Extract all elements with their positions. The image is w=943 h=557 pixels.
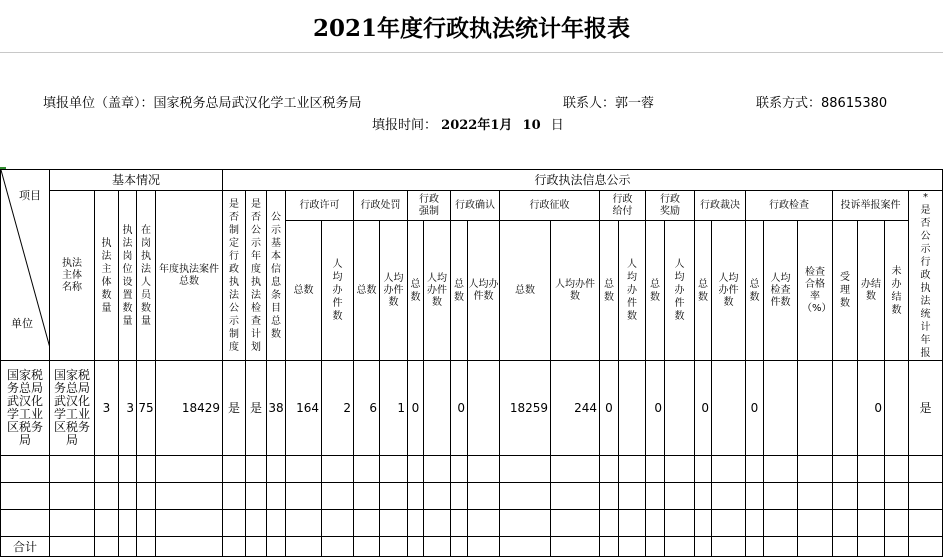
fill-date-label: 填报时间： [372,118,438,133]
row-licensing-total: 164 [286,361,322,456]
row-unit-name: 国家税务总局武汉化学工业区税务局 [1,361,50,456]
header-complaint-unclosed: 未办结数 [885,221,909,361]
header-staff-count: 在岗执法人员数量 [137,191,156,361]
header-penalty-total: 总数 [354,221,380,361]
header-plan: 是否公示年度执法检查计划 [246,191,267,361]
header-inspection-avg: 人均检查件数 [764,221,798,361]
header-complaint-accepted: 受理数 [833,221,858,361]
fill-date-year: 2022年1月 [441,118,513,133]
header-inspection: 行政检查 [746,191,833,221]
header-subject-name: 执法主体名称 [50,191,95,361]
header-confirm-avg: 人均办件数 [468,221,500,361]
row-staff-count: 75 [137,361,156,456]
row-reward-avg [665,361,695,456]
row-payment-avg [619,361,646,456]
empty-row [1,456,943,483]
header-publicity: 行政执法信息公示 [223,170,943,191]
row-levy-avg: 244 [551,361,600,456]
row-system: 是 [223,361,246,456]
row-payment-total: 0 [600,361,619,456]
fill-contact: 联系人：郭一蓉 [563,96,655,111]
row-info-total: 38 [267,361,286,456]
header-info-total: 公示基本信息条目总数 [267,191,286,361]
row-plan: 是 [246,361,267,456]
header-case-total: 年度执法案件总数 [156,191,223,361]
row-ruling-total: 0 [695,361,712,456]
header-coercion: 行政强制 [408,191,451,221]
header-reward-total: 总数 [646,221,665,361]
header-report-publicity: *是否公示行政执法统计年报 [909,191,943,361]
total-label: 合计 [1,537,50,557]
header-penalty-avg: 人均办件数 [380,221,408,361]
header-reward: 行政奖励 [646,191,695,221]
row-ruling-avg [712,361,746,456]
header-reward-avg: 人均办件数 [665,221,695,361]
report-title: 2021年度行政执法统计年报表 [312,15,630,42]
total-row [1,537,943,557]
header-licensing-total: 总数 [286,221,322,361]
header-payment: 行政给付 [600,191,646,221]
header-basic: 基本情况 [50,170,223,191]
empty-row [1,483,943,510]
header-post-count: 执法岗位设置数量 [119,191,137,361]
row-inspection-avg [764,361,798,456]
row-inspection-total: 0 [746,361,764,456]
header-payment-avg: 人均办件数 [619,221,646,361]
row-subject-name: 国家税务总局武汉化学工业区税务局 [50,361,95,456]
row-complaint-unclosed [885,361,909,456]
fill-date [372,114,564,133]
row-confirm-total: 0 [451,361,468,456]
row-post-count: 3 [119,361,137,456]
row-subject-count: 3 [95,361,119,456]
fill-date-suffix: 日 [550,118,564,133]
fill-date-day: 10 [522,118,541,133]
row-case-total: 18429 [156,361,223,456]
row-complaint-accepted [833,361,858,456]
row-report-publicity: 是 [909,361,943,456]
row-penalty-total: 6 [354,361,380,456]
header-complaint-closed: 办结数 [858,221,885,361]
header-licensing-avg: 人均办件数 [322,221,354,361]
statistics-table [0,169,943,557]
fill-phone: 联系方式：88615380 [756,96,888,111]
header-inspection-total: 总数 [746,221,764,361]
header-licensing: 行政许可 [286,191,354,221]
row-levy-total: 18259 [500,361,551,456]
header-subject-count: 执法主体数量 [95,191,119,361]
header-confirm: 行政确认 [451,191,500,221]
row-penalty-avg: 1 [380,361,408,456]
header-confirm-total: 总数 [451,221,468,361]
empty-row [1,510,943,537]
header-inspection-pass: 检查合格率（%） [798,221,833,361]
header-levy-avg: 人均办件数 [551,221,600,361]
header-levy: 行政征收 [500,191,600,221]
row-coercion-avg [424,361,451,456]
header-coercion-total: 总数 [408,221,424,361]
header-ruling-avg: 人均办件数 [712,221,746,361]
header-item-unit-cell [1,170,50,361]
row-inspection-pass [798,361,833,456]
row-complaint-closed: 0 [858,361,885,456]
header-levy-total: 总数 [500,221,551,361]
header-penalty: 行政处罚 [354,191,408,221]
header-item: 项目 [19,189,41,202]
row-coercion-total: 0 [408,361,424,456]
header-coercion-avg: 人均办件数 [424,221,451,361]
header-payment-total: 总数 [600,221,619,361]
row-confirm-avg [468,361,500,456]
header-divider [0,52,943,53]
fill-unit: 填报单位（盖章）：国家税务总局武汉化学工业区税务局 [43,96,362,111]
header-ruling-total: 总数 [695,221,712,361]
header-system: 是否制定行政执法公示制度 [223,191,246,361]
row-licensing-avg: 2 [322,361,354,456]
header-ruling: 行政裁决 [695,191,746,221]
header-unit: 单位 [11,317,33,330]
header-complaint: 投诉举报案件 [833,191,909,221]
row-reward-total: 0 [646,361,665,456]
